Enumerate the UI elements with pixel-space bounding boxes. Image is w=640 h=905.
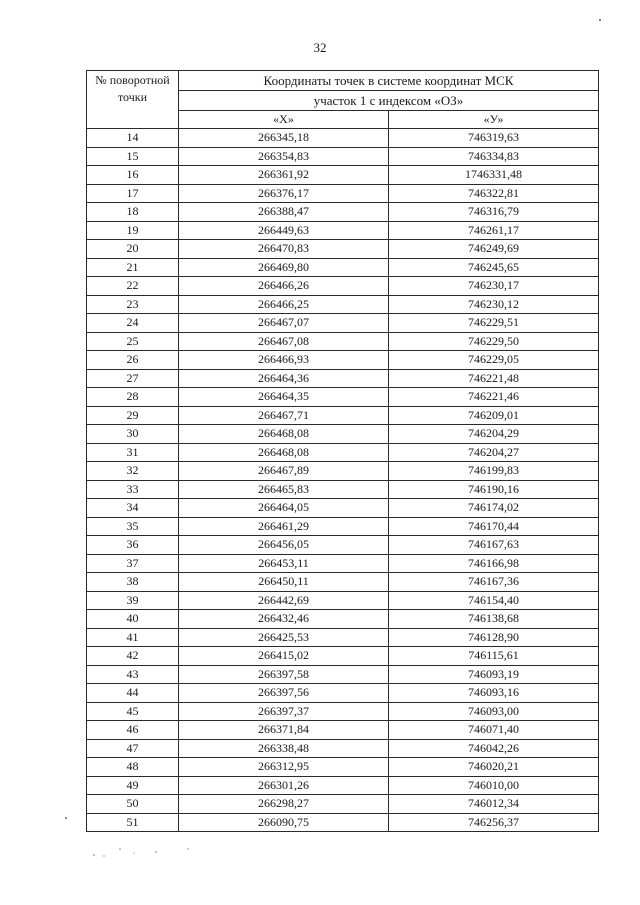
- y-coordinate-cell: 746071,40: [389, 721, 599, 740]
- table-row: [87, 369, 599, 388]
- y-coordinate-cell: 746190,16: [389, 480, 599, 499]
- table-header: [87, 71, 599, 129]
- point-number-cell: 35: [87, 517, 179, 536]
- x-coordinate-cell: 266464,36: [179, 369, 389, 388]
- table-row: [87, 221, 599, 240]
- point-number-cell: 16: [87, 166, 179, 185]
- point-number-cell: 51: [87, 813, 179, 832]
- table-body: [87, 129, 599, 832]
- point-number-cell: 46: [87, 721, 179, 740]
- table-row: [87, 721, 599, 740]
- y-coordinate-cell: 746316,79: [389, 203, 599, 222]
- y-coordinate-cell: 746230,12: [389, 295, 599, 314]
- x-coordinate-cell: 266449,63: [179, 221, 389, 240]
- y-coordinate-cell: 746167,63: [389, 536, 599, 555]
- table-row: [87, 628, 599, 647]
- table-row: [87, 499, 599, 518]
- x-coordinate-cell: 266397,56: [179, 684, 389, 703]
- point-number-cell: 32: [87, 462, 179, 481]
- x-coordinate-cell: 266467,07: [179, 314, 389, 333]
- table-row: [87, 184, 599, 203]
- point-number-cell: 19: [87, 221, 179, 240]
- point-number-cell: 17: [87, 184, 179, 203]
- x-coordinate-cell: 266354,83: [179, 147, 389, 166]
- x-coordinate-cell: 266298,27: [179, 795, 389, 814]
- point-number-cell: 31: [87, 443, 179, 462]
- y-coordinate-cell: 746174,02: [389, 499, 599, 518]
- point-number-cell: 20: [87, 240, 179, 259]
- y-coordinate-cell: 746138,68: [389, 610, 599, 629]
- point-number-cell: 22: [87, 277, 179, 296]
- table-row: [87, 258, 599, 277]
- point-number-cell: 36: [87, 536, 179, 555]
- table-row: [87, 573, 599, 592]
- point-number-cell: 43: [87, 665, 179, 684]
- point-number-cell: 30: [87, 425, 179, 444]
- x-coordinate-cell: 266312,95: [179, 758, 389, 777]
- y-coordinate-cell: 746256,37: [389, 813, 599, 832]
- table-row: [87, 665, 599, 684]
- table-row: [87, 647, 599, 666]
- table-row: [87, 462, 599, 481]
- x-coordinate-cell: 266301,26: [179, 776, 389, 795]
- x-coordinate-cell: 266464,05: [179, 499, 389, 518]
- scan-noise: [90, 845, 210, 859]
- x-coordinate-cell: 266466,26: [179, 277, 389, 296]
- point-number-cell: 26: [87, 351, 179, 370]
- table-row: [87, 536, 599, 555]
- y-coordinate-cell: 746093,16: [389, 684, 599, 703]
- x-coordinate-cell: 266470,83: [179, 240, 389, 259]
- y-coordinate-cell: 746166,98: [389, 554, 599, 573]
- y-coordinate-cell: 746245,65: [389, 258, 599, 277]
- turning-point-number-header: [87, 71, 179, 129]
- plot-subtitle: участок 1 с индексом «ОЗ»: [179, 91, 599, 111]
- point-number-cell: 24: [87, 314, 179, 333]
- table-row: [87, 517, 599, 536]
- point-number-cell: 45: [87, 702, 179, 721]
- point-number-cell: 41: [87, 628, 179, 647]
- x-coordinate-cell: 266467,08: [179, 332, 389, 351]
- scan-speck: [64, 816, 68, 820]
- point-number-cell: 23: [87, 295, 179, 314]
- y-coordinate-cell: 746261,17: [389, 221, 599, 240]
- point-number-cell: 25: [87, 332, 179, 351]
- y-coordinate-cell: 746229,05: [389, 351, 599, 370]
- table-row: [87, 295, 599, 314]
- table-row: [87, 795, 599, 814]
- y-coordinate-cell: 746221,48: [389, 369, 599, 388]
- x-coordinate-cell: 266456,05: [179, 536, 389, 555]
- y-coordinate-cell: 746167,36: [389, 573, 599, 592]
- y-coordinate-cell: 746209,01: [389, 406, 599, 425]
- turning-point-number-label: № поворотной точки: [95, 73, 170, 104]
- coordinate-system-title: Координаты точек в системе координат МСК: [179, 71, 599, 91]
- page-number: 32: [313, 40, 327, 55]
- x-coordinate-cell: 266467,71: [179, 406, 389, 425]
- x-coordinate-cell: 266371,84: [179, 721, 389, 740]
- point-number-cell: 37: [87, 554, 179, 573]
- point-number-cell: 42: [87, 647, 179, 666]
- x-coordinate-cell: 266432,46: [179, 610, 389, 629]
- table-row: [87, 610, 599, 629]
- x-coordinate-cell: 266453,11: [179, 554, 389, 573]
- x-coordinate-cell: 266397,58: [179, 665, 389, 684]
- coordinates-table: [86, 70, 599, 832]
- x-coordinate-cell: 266388,47: [179, 203, 389, 222]
- table-row: [87, 314, 599, 333]
- table-row: [87, 776, 599, 795]
- table-row: [87, 684, 599, 703]
- y-coordinate-cell: 746230,17: [389, 277, 599, 296]
- x-coordinate-cell: 266469,80: [179, 258, 389, 277]
- table-row: [87, 813, 599, 832]
- x-coordinate-cell: 266466,25: [179, 295, 389, 314]
- table-row: [87, 166, 599, 185]
- y-column-header: «У»: [389, 111, 599, 129]
- y-coordinate-cell: 746249,69: [389, 240, 599, 259]
- x-coordinate-cell: 266376,17: [179, 184, 389, 203]
- x-coordinate-cell: 266338,48: [179, 739, 389, 758]
- table-row: [87, 591, 599, 610]
- point-number-cell: 21: [87, 258, 179, 277]
- y-coordinate-cell: 746154,40: [389, 591, 599, 610]
- x-coordinate-cell: 266361,92: [179, 166, 389, 185]
- y-coordinate-cell: 746199,83: [389, 462, 599, 481]
- x-coordinate-cell: 266468,08: [179, 425, 389, 444]
- point-number-cell: 44: [87, 684, 179, 703]
- y-coordinate-cell: 746042,26: [389, 739, 599, 758]
- y-coordinate-cell: 746115,61: [389, 647, 599, 666]
- table-row: [87, 129, 599, 148]
- x-coordinate-cell: 266461,29: [179, 517, 389, 536]
- x-coordinate-cell: 266466,93: [179, 351, 389, 370]
- point-number-cell: 40: [87, 610, 179, 629]
- y-coordinate-cell: 746204,29: [389, 425, 599, 444]
- y-coordinate-cell: 746204,27: [389, 443, 599, 462]
- table-row: [87, 758, 599, 777]
- x-coordinate-cell: 266450,11: [179, 573, 389, 592]
- y-coordinate-cell: 746229,51: [389, 314, 599, 333]
- y-coordinate-cell: 746322,81: [389, 184, 599, 203]
- x-column-header: «Х»: [179, 111, 389, 129]
- y-coordinate-cell: 746012,34: [389, 795, 599, 814]
- y-coordinate-cell: 746170,44: [389, 517, 599, 536]
- y-coordinate-cell: 746010,00: [389, 776, 599, 795]
- table-row: [87, 554, 599, 573]
- x-coordinate-cell: 266464,35: [179, 388, 389, 407]
- x-coordinate-cell: 266397,37: [179, 702, 389, 721]
- y-coordinate-cell: 746229,50: [389, 332, 599, 351]
- table-row: [87, 388, 599, 407]
- table-row: [87, 406, 599, 425]
- y-coordinate-cell: 746221,46: [389, 388, 599, 407]
- point-number-cell: 48: [87, 758, 179, 777]
- point-number-cell: 39: [87, 591, 179, 610]
- point-number-cell: 29: [87, 406, 179, 425]
- table-row: [87, 277, 599, 296]
- y-coordinate-cell: 746319,63: [389, 129, 599, 148]
- table-row: [87, 351, 599, 370]
- point-number-cell: 14: [87, 129, 179, 148]
- y-coordinate-cell: 746093,19: [389, 665, 599, 684]
- point-number-cell: 49: [87, 776, 179, 795]
- y-coordinate-cell: 746020,21: [389, 758, 599, 777]
- table-row: [87, 480, 599, 499]
- point-number-cell: 27: [87, 369, 179, 388]
- table-row: [87, 147, 599, 166]
- table-row: [87, 702, 599, 721]
- y-coordinate-cell: 746093,00: [389, 702, 599, 721]
- x-coordinate-cell: 266415,02: [179, 647, 389, 666]
- point-number-cell: 38: [87, 573, 179, 592]
- y-coordinate-cell: 746128,90: [389, 628, 599, 647]
- x-coordinate-cell: 266465,83: [179, 480, 389, 499]
- table-row: [87, 203, 599, 222]
- point-number-cell: 34: [87, 499, 179, 518]
- point-number-cell: 15: [87, 147, 179, 166]
- x-coordinate-cell: 266442,69: [179, 591, 389, 610]
- x-coordinate-cell: 266090,75: [179, 813, 389, 832]
- table-row: [87, 425, 599, 444]
- table-row: [87, 332, 599, 351]
- x-coordinate-cell: 266467,89: [179, 462, 389, 481]
- x-coordinate-cell: 266425,53: [179, 628, 389, 647]
- point-number-cell: 33: [87, 480, 179, 499]
- point-number-cell: 50: [87, 795, 179, 814]
- table-row: [87, 443, 599, 462]
- point-number-cell: 47: [87, 739, 179, 758]
- y-coordinate-cell: 1746331,48: [389, 166, 599, 185]
- point-number-cell: 28: [87, 388, 179, 407]
- scan-speck: [598, 18, 602, 22]
- x-coordinate-cell: 266468,08: [179, 443, 389, 462]
- y-coordinate-cell: 746334,83: [389, 147, 599, 166]
- point-number-cell: 18: [87, 203, 179, 222]
- x-coordinate-cell: 266345,18: [179, 129, 389, 148]
- table-row: [87, 240, 599, 259]
- table-row: [87, 739, 599, 758]
